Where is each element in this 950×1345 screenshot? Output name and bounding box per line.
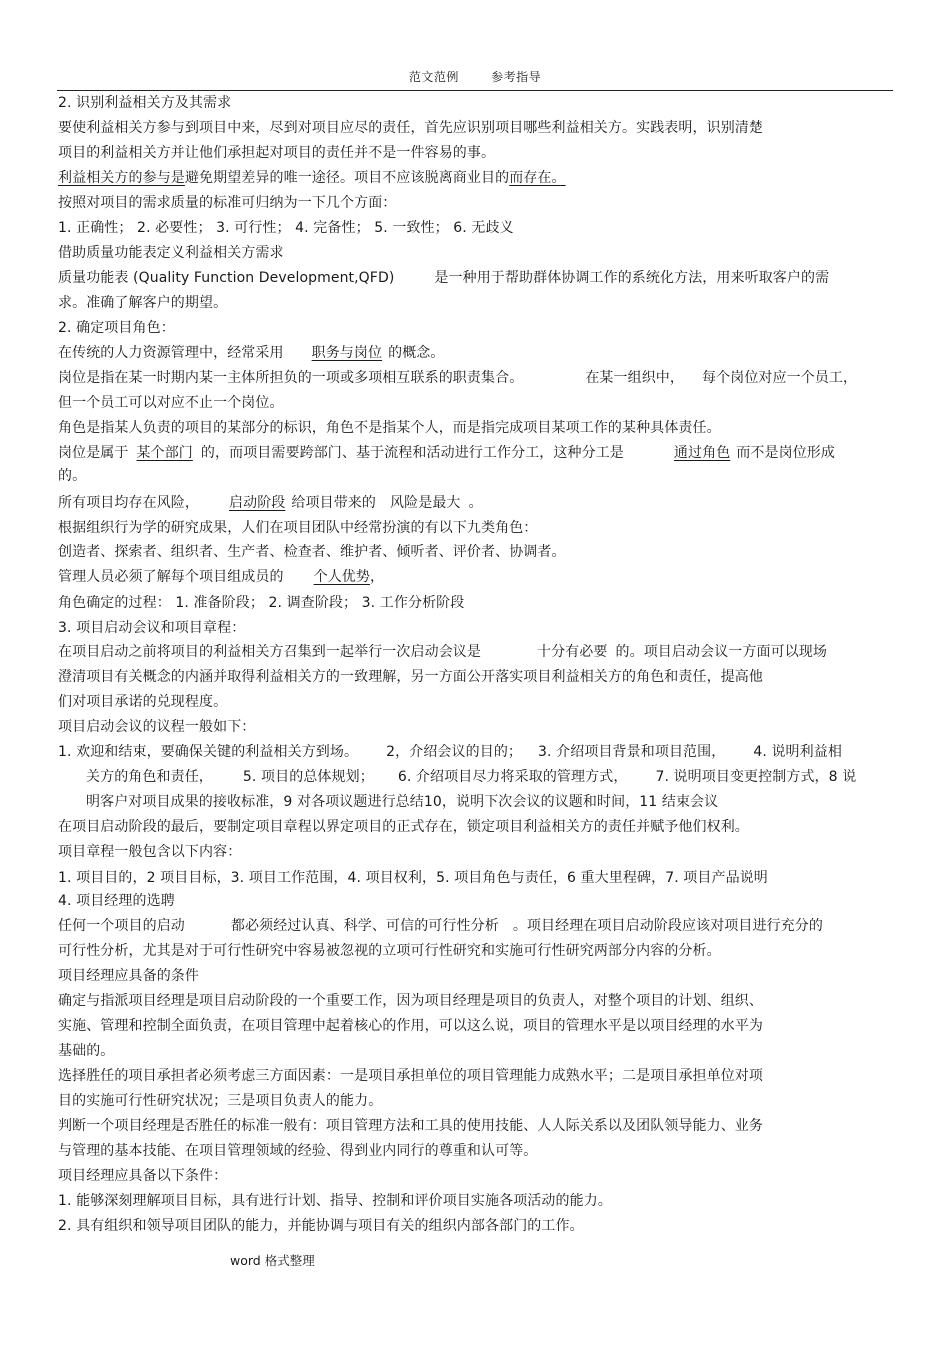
text-line — [86, 793, 718, 811]
text-segment: 1. 能够深刻理解项目目标，具有进行计划、指导、控制和评价项目实施各项活动的能力。 — [58, 1193, 612, 1209]
text-line — [58, 144, 495, 162]
text-line — [58, 1192, 612, 1210]
underlined-text: 个人优势 — [313, 569, 371, 585]
page-footer: word 格式整理 — [230, 1253, 315, 1268]
text-segment: 为 — [748, 1018, 764, 1034]
text-segment: 5. 项目角色与责任， — [436, 870, 568, 886]
text-segment: 与管理的基本技能、在项目管理领域的经验、得到业内同行的尊重和认可等。 — [58, 1143, 538, 1159]
text-line — [58, 119, 763, 137]
text-line — [58, 743, 842, 761]
text-line — [58, 967, 199, 985]
header-left-text: 范文范例 — [408, 70, 459, 84]
page-header — [0, 68, 950, 85]
text-segment: 角色确定的过程： 1. 准备阶段； 2. 调查阶段； 3. 工作分析阶段 — [58, 595, 465, 611]
text-segment: 7. 说明项目变更控制方式， — [655, 769, 829, 785]
text-segment: 在某一组织中， — [585, 370, 685, 386]
text-segment: ， — [370, 569, 385, 585]
text-segment: 。 — [468, 495, 483, 511]
text-segment: 2. 确定项目角色： — [58, 320, 175, 336]
text-line — [58, 444, 835, 462]
text-line — [58, 843, 241, 861]
text-line — [58, 1092, 382, 1110]
text-segment: 8 说 — [828, 769, 857, 785]
text-segment: 4. 项目经理的选聘 — [58, 893, 175, 909]
text-segment: 岗位是属于 — [58, 445, 129, 461]
text-segment: 的作用，可以这么说，项目的管理水平是以 — [382, 1018, 651, 1034]
text-segment: 4. 项目权利， — [347, 870, 437, 886]
text-segment: 项目的利益相关方并让他们承担起对项目的责任并不是一件容易的事。 — [58, 145, 496, 161]
text-segment: 避免期望差异的唯一途径。项目不应该脱离商业目的 — [184, 170, 510, 186]
text-line — [58, 619, 245, 637]
text-line — [58, 519, 537, 537]
text-line — [58, 494, 483, 512]
text-segment: 任何一个项目的启动 — [58, 918, 185, 934]
underlined-text: 而存在。 — [509, 170, 566, 186]
text-segment: 和实施可行性研究 — [481, 943, 594, 959]
text-segment: 管理人员必须了解每个项目组成员的 — [58, 569, 284, 585]
text-segment: 7. 项目产品说明 — [665, 870, 768, 886]
text-line — [58, 1167, 227, 1185]
underlined-text: 通过角色 — [673, 445, 731, 461]
text-segment: 在传统的人力资源管理中，经常采用 — [58, 345, 284, 361]
text-segment: 在项目启动之前将项目的利益相关方召集到一起举行一次启动会议是 — [58, 644, 481, 660]
text-segment: 岗位是指在某一时期内某一主体所担负的一项或多项相互联系的职责集合。 — [58, 370, 524, 386]
text-segment: 每个岗位对应一个员工， — [702, 370, 858, 386]
text-line — [58, 94, 231, 112]
text-segment: 们对项目承诺的兑现程度。 — [58, 694, 228, 710]
text-segment: 的。 — [58, 468, 87, 484]
underlined-text: 某个部门 — [136, 445, 193, 461]
header-rule — [57, 90, 893, 91]
text-segment: 2 项目目标， — [146, 870, 231, 886]
text-segment: 1. 欢迎和结束，要确保关键的利益相关方到场。 — [58, 744, 359, 760]
text-line — [58, 419, 721, 437]
underlined-text: 职务与岗位 — [311, 345, 383, 361]
text-line — [58, 1217, 584, 1235]
text-segment: 确定与指派项目经理是项目启动阶段的一个重要工作，因为项目经理是项目的负责人，对整个项目的计划、组织、 — [58, 993, 763, 1009]
text-segment: 2，介绍会议的目的； — [386, 744, 523, 760]
text-segment: 质量功能表 (Quality Function Development,QFD) — [58, 270, 395, 286]
text-segment: 要使利益相关方参与到项目中来，尽到对项目应尽的责任，首先应识别项目哪些利益相关方。实践表明，识别清楚 — [58, 120, 763, 136]
text-line — [58, 394, 284, 412]
text-segment: 2. 识别利益相关方及其需求 — [58, 95, 232, 111]
text-segment: 澄清项目有关概念的内涵并取得利益相关方的一致理解，另一方面公开落实项目利益相关方的角色和责任，提高他 — [58, 669, 763, 685]
text-segment: 3. 项目启动会议和项目章程： — [58, 620, 246, 636]
text-line — [58, 1117, 763, 1135]
text-segment: 10，说明下次会议的议题和时间， — [423, 794, 640, 810]
text-line — [58, 467, 86, 485]
text-segment: 但一个员工可以对应不止一个岗位。 — [58, 395, 284, 411]
text-segment: 创造者、探索者、组织者、生产者、检查者、维护者、倾听者、评价者、协调者。 — [58, 544, 566, 560]
text-line — [58, 543, 566, 561]
text-line — [58, 1067, 763, 1085]
text-line — [58, 1017, 763, 1035]
text-line — [58, 344, 445, 362]
text-line — [58, 319, 175, 337]
text-segment: 1. 项目目的， — [58, 870, 147, 886]
text-line — [58, 992, 763, 1010]
text-segment: 而不是岗位形成 — [736, 445, 836, 461]
text-segment: 十分有必要 — [537, 644, 608, 660]
text-segment: 3. 介绍项目背景和项目范围， — [538, 744, 726, 760]
text-segment: 项目经理应具备的条件 — [58, 968, 199, 984]
text-line — [58, 169, 566, 187]
text-segment: 明客户对项目成果的接收标准， — [86, 794, 284, 810]
text-segment: 的。项目启动会议一方面可以现场 — [615, 644, 827, 660]
text-segment: 所有项目均存在风险， — [58, 495, 199, 511]
underlined-text: 利益相关方的参与是 — [58, 170, 185, 186]
text-segment: 项目章程一般包含以下内容： — [58, 844, 242, 860]
text-segment: 可行性分析，尤其是对于可行性研究中容易被忽视的 — [58, 943, 383, 959]
text-segment: 6 重大里程碑， — [567, 870, 666, 886]
text-segment: 目的实施可行性研究状况；三是项目负责人的能力。 — [58, 1093, 383, 1109]
text-line — [58, 1142, 537, 1160]
text-line — [58, 269, 829, 287]
text-segment: 基础的。 — [58, 1043, 115, 1059]
text-segment: 核心 — [354, 1018, 383, 1034]
text-segment: 。项目经理在项目启动阶段应该对项目进行充分的 — [512, 918, 824, 934]
text-segment: 给项目带来的 — [291, 495, 377, 511]
text-line — [58, 568, 384, 586]
text-segment: 项目经理应具备以下条件： — [58, 1168, 228, 1184]
text-segment: 借助质量功能表定义利益相关方需求 — [58, 245, 284, 261]
text-segment: 2. 具有组织和领导项目团队的能力，并能协调与项目有关的组织内部各部门的工作。 — [58, 1218, 584, 1234]
text-segment: 6. 介绍项目尽力将采取的管理方式， — [397, 769, 628, 785]
text-segment: 9 对各项议题进行总结 — [283, 794, 424, 810]
text-line — [58, 718, 255, 736]
underlined-text: 启动阶段 — [229, 495, 286, 511]
text-segment: 立项可行性研究 — [382, 943, 482, 959]
text-line — [58, 668, 763, 686]
text-line — [58, 294, 227, 312]
text-line — [58, 892, 175, 910]
text-segment: 选择胜任的项目承担者必须考虑三方面因素：一是项目承担单位的项目管理能力成熟水平；二是项目承担单位对项 — [58, 1068, 763, 1084]
text-line — [58, 244, 284, 262]
text-line — [58, 818, 749, 836]
text-segment: 风险是最大 — [390, 495, 461, 511]
text-segment: 都必须经过认真、科学、可信的可行性分析 — [230, 918, 499, 934]
text-segment: 11 结束会议 — [639, 794, 719, 810]
text-segment: 4. 说明利益相 — [753, 744, 842, 760]
text-line — [58, 869, 768, 887]
text-segment: 角色是指某人负责的项目的某部分的标识，角色不是指某个人，而是指完成项目某项工作的某种具体责任。 — [58, 420, 721, 436]
text-segment: 是一种用于帮助群体协调工作的系统化方法，用来听取客户的需 — [434, 270, 830, 286]
text-segment: 3. 项目工作范围， — [230, 870, 348, 886]
text-segment: 1. 正确性； 2. 必要性； 3. 可行性； 4. 完备性； 5. 一致性； 6. 无歧义 — [58, 220, 514, 236]
text-segment: 根据组织行为学的研究成果，人们在项目团队中经常扮演的有以下九类角色： — [58, 520, 538, 536]
text-line — [58, 1042, 114, 1060]
text-line — [58, 693, 227, 711]
text-segment: 实施、管理和控制全面负责，在项目管理中起着 — [58, 1018, 355, 1034]
text-line — [58, 369, 857, 387]
text-segment: 的，而项目需要跨部门、基于流程和活动进行工作分工，这种分工是 — [200, 445, 624, 461]
text-segment: 求。准确了解客户的期望。 — [58, 295, 228, 311]
header-right-text: 参考指导 — [491, 70, 542, 84]
text-segment: 判断一个项目经理是否胜任的标准一般有：项目管理方法和工具的使用技能、人人际关系以及团队领导能力、业务 — [58, 1118, 763, 1134]
text-line — [58, 917, 823, 935]
text-line — [58, 594, 464, 612]
text-line — [86, 768, 856, 786]
text-segment: 在项目启动阶段的最后，要制定项目章程以界定项目的正式存在，锁定项目利益相关方的责任并赋予他们权利。 — [58, 819, 749, 835]
text-segment: 项目启动会议的议程一般如下： — [58, 719, 256, 735]
text-segment: 按照对项目的需求质量的标准可归纳为一下几个方面： — [58, 195, 397, 211]
text-line — [58, 194, 396, 212]
text-segment: 项目经理的水平 — [650, 1018, 749, 1034]
text-segment: 的概念。 — [388, 345, 445, 361]
text-line — [58, 942, 721, 960]
text-line — [58, 643, 827, 661]
text-segment: 关方的角色和责任， — [86, 769, 213, 785]
text-segment: 5. 项目的总体规划； — [242, 769, 374, 785]
text-segment: 两部分内容的分析。 — [593, 943, 721, 959]
text-line — [58, 219, 514, 237]
